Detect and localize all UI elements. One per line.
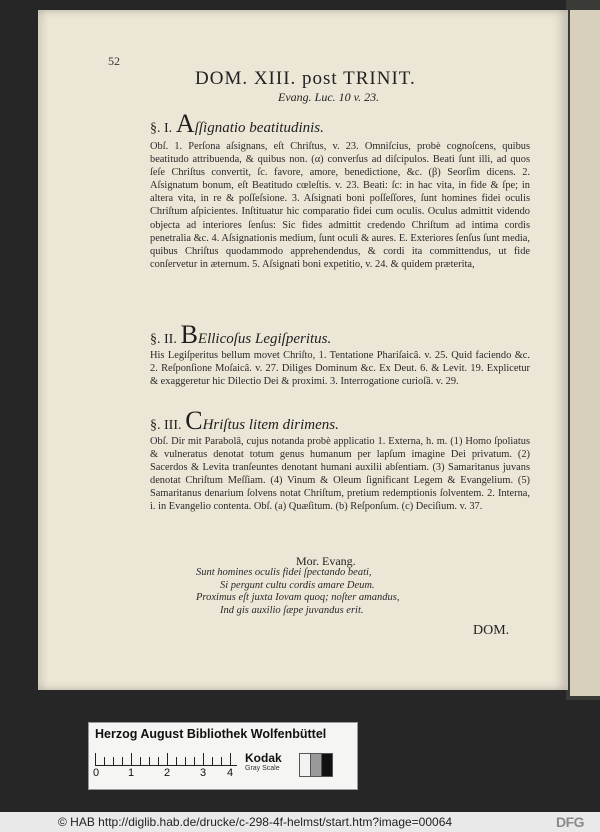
poem-line: Ind gis auxilio ſæpe juvandus erit. (220, 604, 364, 616)
poem-line: Proximus eſt juxta Iovam quoq; noſter amandus, (196, 592, 400, 603)
section-mark: §. III. (150, 418, 182, 433)
section-initial: C (185, 406, 203, 435)
poem-line: Sunt homines oculis fidei ſpectando beati, (196, 567, 372, 578)
section-heading: Ellicoſus Legiſperitus. (197, 331, 332, 347)
scale-number: 3 (200, 767, 207, 779)
section-2-text: His Legiſperitus bellum movet Chriſto, 1. Tentatione Phariſaicâ. v. 25. Quid faciendo &c. 2. Reſponſione Moſaicâ. v. 27. Diliges Dominum &c. Ex Deut. 6. & Levit. 19. Explicetur & exaggeretur hic Dilectio Dei & proximi. 3. Interrogatione curioſâ. v. 29. (150, 350, 530, 388)
section-initial: B (180, 320, 198, 349)
moral-title: Mor. Evang. (296, 554, 356, 568)
section-heading: ſſignatio beatitudinis. (194, 120, 324, 136)
scale-number: 4 (227, 767, 234, 779)
section-3-heading (150, 406, 339, 435)
section-initial: A (175, 109, 195, 138)
library-name: Herzog August Bibliothek Wolfenbüttel (95, 727, 327, 741)
section-1-heading (150, 109, 324, 138)
gray-scale-label: Gray Scale (245, 765, 280, 772)
catchword: DOM. (473, 623, 510, 638)
scale-number: 1 (128, 767, 135, 779)
viewer-footer (0, 812, 600, 832)
section-3-text: Obſ. Dir mit Parabolâ, cujus notanda probè applicatio 1. Externa, h. m. (1) Homo ſpoliatus & vulneratus denotat totum genus humanum per lapſum imagine Dei privatum. (2) Sacerdos & Levita tranſeuntes denotant humani auxilii abſentiam. (3) Samaritanus juvans denotat Chriſtum Meſſiam. (4) Vinum & Oleum ſignificant Legem & Evangelium. (5) Samaritanus denarium ſolvens notat Chriſtum, pretium redemptionis ſolventem. 2. Interna, i. in Evangelio contenta. Obſ. (a) Quæſitum. (b) Reſponſum. (c) Deciſium. v. 37. (150, 436, 530, 513)
next-page-edge (570, 10, 600, 696)
section-mark: §. I. (150, 121, 173, 136)
poem-line: Si pergunt cultu cordis amare Deum. (220, 579, 375, 591)
copyright-url[interactable]: © HAB http://diglib.hab.de/drucke/c-298-4f-helmst/start.htm?image=00064 (58, 815, 453, 829)
dfg-logo: DFG (556, 814, 585, 830)
page-subtitle: Evang. Luc. 10 v. 23. (278, 90, 380, 104)
gray-swatch-dark (321, 753, 333, 777)
section-2-heading (150, 320, 332, 349)
color-calibration-card (88, 722, 358, 790)
section-mark: §. II. (150, 332, 177, 347)
kodak-logo: Kodak (245, 751, 282, 765)
scale-number: 2 (164, 767, 171, 779)
moral-poem (196, 567, 496, 617)
scale-ruler (95, 751, 237, 766)
section-1-text: Obſ. 1. Perſona aſsignans, eſt Chriſtus, v. 23. Omniſcius, probè cognoſcens, quibus beatitudo attribuenda, & quibus non. (α) converſus ad diſcipulos. Beati ſunt illi, ad quos ſeſe Chriſtus convertit, ſc. favore, amore, benedictione, &c. (β) Seorſim dicens. 2. Aſsignatum bonum, eſt Beatitudo cœleſtis. v. 23. Beati: ſc: in hac vita, in fide & ſpe; in altera vita, in re & poſſeſsione. 3. Aſsignati boni poſſeſſores, ſunt homines fidei oculis Chriſtum aſpicientes. Inſtituatur hic comparatio fidei cum oculis. Oculus admittit videndo objecta ad interiores ſenſus: Sic fides admittit credendo Chriſtum ad intima cordis penetralia &c. 4. Aſsignationis medium, ſunt oculi & aures. E. Exteriores ſenſus ſunt media, quibus Chriſtus quodammodo apprehendendus, & cordi ita committendus, ut fide conſervetur in æternum. 5. Aſsignati boni expetitio, v. 24. & quidem præterita, (150, 141, 530, 270)
page-number: 52 (108, 54, 120, 68)
scale-number: 0 (93, 767, 100, 779)
section-heading: Hriſtus litem dirimens. (202, 417, 339, 433)
page-title: DOM. XIII. post TRINIT. (195, 68, 416, 89)
